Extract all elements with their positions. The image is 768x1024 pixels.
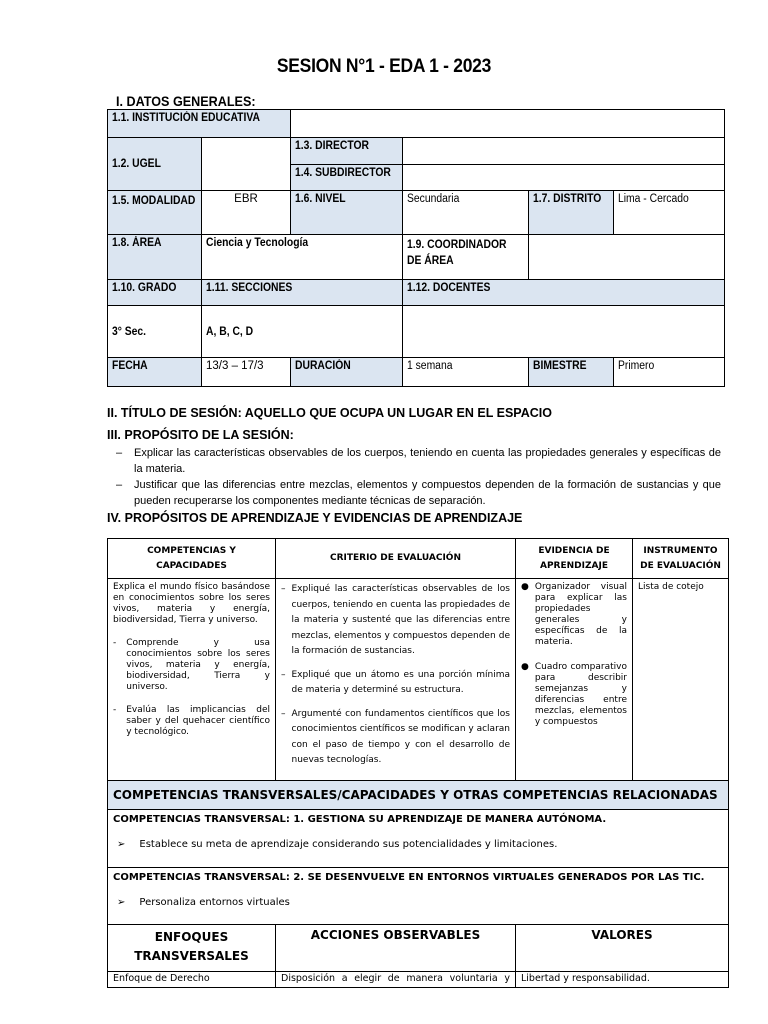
purpose-item: – Explicar las características observables de los cuerpos, teniendo en cuenta las propiedades generales y específicas de la materia. [116,447,721,475]
area-label: 1.8. ÁREA [108,235,202,280]
header-evidencia: EVIDENCIA DE APRENDIZAJE [516,539,633,579]
coord-label: 1.9. COORDINADOR DE ÁREA [403,235,529,280]
inst-label: 1.1. INSTITUCIÓN EDUCATIVA [108,110,291,138]
duracion-value: 1 semana [403,358,529,387]
header-competencias: COMPETENCIAS Y CAPACIDADES [108,539,276,579]
instrumento-cell: Lista de cotejo [633,579,729,781]
general-data-table [107,109,725,387]
ugel-label: 1.2. UGEL [108,138,202,191]
fecha-value: 13/3 – 17/3 [202,358,291,387]
grado-label: 1.10. GRADO [108,280,202,306]
distrito-value: Lima - Cercado [614,191,725,235]
director-label: 1.3. DIRECTOR [291,138,403,165]
subdirector-label: 1.4. SUBDIRECTOR [291,165,403,191]
evidencia-cell: ● Organizador visual para explicar las propiedades generales y específicas de la materia. ● Cuadro comparativo para describir semejanzas y diferencias entre mezclas, elementos y compuestos [516,579,633,781]
transversal-title: COMPETENCIAS TRANSVERSALES/CAPACIDADES Y OTRAS COMPETENCIAS RELACIONADAS [108,781,729,810]
modalidad-value: EBR [202,191,291,235]
nivel-label: 1.6. NIVEL [291,191,403,235]
section-general-heading: I. DATOS GENERALES: [116,93,256,109]
bimestre-value: Primero [614,358,725,387]
docentes-label: 1.12. DOCENTES [403,280,725,306]
coord-value [529,235,725,280]
accion-cell: Disposición a elegir de manera voluntaria y [276,972,516,988]
enfoque-cell: Enfoque de Derecho [108,972,276,988]
duracion-label: DURACIÓN [291,358,403,387]
criterio-cell: – Expliqué las características observables de los cuerpos, teniendo en cuenta las propiedades de la materia y sustenté que las diferencias entre mezclas, elementos y compuestos dependen de la formación de sustancias. – Expliqué que un átomo es una porción mínima de materia y determiné su estructura. – Argumenté con fundamentos científicos que los conocimientos científicos se modifican y aclaran con el paso de tiempo y con el desarrollo de nuevas tecnologías. [276,579,516,781]
secciones-label: 1.11. SECCIONES [202,280,403,306]
inst-value [291,110,725,138]
grado-value: 3° Sec. [108,306,202,358]
area-value: Ciencia y Tecnología [202,235,403,280]
distrito-label: 1.7. DISTRITO [529,191,614,235]
secciones-value: A, B, C, D [202,306,403,358]
nivel-value: Secundaria [403,191,529,235]
header-acciones: ACCIONES OBSERVABLES [276,925,516,972]
director-value [403,138,725,165]
session-purpose-heading: III. PROPÓSITO DE LA SESIÓN: [107,428,294,442]
header-valores: VALORES [516,925,729,972]
transversal-2: COMPETENCIAS TRANSVERSAL: 2. SE DESENVUELVE EN ENTORNOS VIRTUALES GENERADOS POR LAS TIC. ➢ Personaliza entornos virtuales [108,868,729,925]
page-title: SESION N°1 - EDA 1 - 2023 [276,56,492,77]
learning-purposes-heading: IV. PROPÓSITOS DE APRENDIZAJE Y EVIDENCIAS DE APRENDIZAJE [107,511,523,525]
header-criterio: CRITERIO DE EVALUACIÓN [276,539,516,579]
valor-cell: Libertad y responsabilidad. [516,972,729,988]
learning-table [107,538,729,988]
subdirector-value [403,165,725,191]
docentes-value [403,306,725,358]
competencias-cell: Explica el mundo físico basándose en conocimientos sobre los seres vivos, materia y energía, biodiversidad, Tierra y universo. - Comprende y usa conocimientos sobre los seres vivos, materia y energía, biodiversidad, Tierra y universo. - Evalúa las implicancias del saber y del quehacer científico y tecnológico. [108,579,276,781]
modalidad-label: 1.5. MODALIDAD [108,191,202,235]
session-title: II. TÍTULO DE SESIÓN: AQUELLO QUE OCUPA UN LUGAR EN EL ESPACIO [107,406,552,420]
header-instrumento: INSTRUMENTO DE EVALUACIÓN [633,539,729,579]
ugel-value [202,138,291,191]
purpose-item: – Justificar que las diferencias entre mezclas, elementos y compuestos dependen de la formación de sustancias y que pueden recuperarse los componentes mediante técnicas de separación. [116,479,721,507]
bimestre-label: BIMESTRE [529,358,614,387]
header-enfoques: ENFOQUES TRANSVERSALES [108,925,276,972]
fecha-label: FECHA [108,358,202,387]
transversal-1: COMPETENCIAS TRANSVERSAL: 1. GESTIONA SU APRENDIZAJE DE MANERA AUTÓNOMA. ➢ Establece su meta de aprendizaje considerando sus potencialidades y limitaciones. [108,810,729,868]
